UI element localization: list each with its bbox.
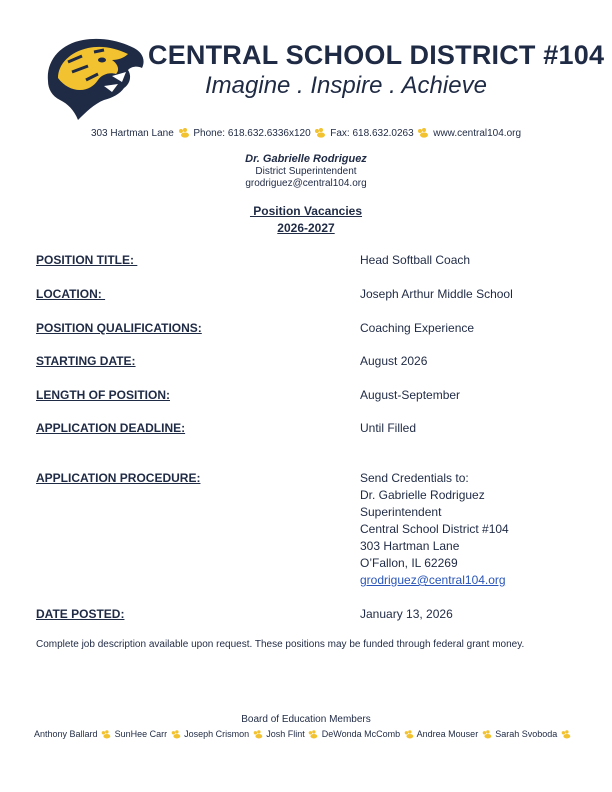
length-value: August-September	[360, 388, 461, 402]
paw-print-icon	[100, 730, 112, 739]
paw-print-icon	[177, 128, 191, 138]
procedure-line: O’Fallon, IL 62269	[360, 556, 458, 570]
board-member: Sarah Svoboda	[495, 729, 558, 739]
district-tagline: Imagine . Inspire . Achieve	[205, 72, 487, 99]
paw-print-icon	[403, 730, 415, 739]
fax: Fax: 618.632.0263	[330, 128, 414, 139]
website[interactable]: www.central104.org	[433, 128, 522, 139]
board-members	[34, 729, 572, 739]
footnote: Complete job description available upon request. These positions may be funded through federal grant money.	[36, 639, 525, 650]
board-member: SunHee Carr	[114, 729, 168, 739]
paw-print-icon	[560, 730, 572, 739]
district-name: CENTRAL SCHOOL DISTRICT #104	[148, 40, 605, 70]
position-title-label: POSITION TITLE:	[36, 253, 138, 267]
paw-print-icon	[481, 730, 493, 739]
qualifications-label: POSITION QUALIFICATIONS:	[36, 321, 202, 335]
paw-print-icon	[252, 730, 264, 739]
procedure-line: Dr. Gabrielle Rodriguez	[360, 488, 485, 502]
procedure-line: Superintendent	[360, 505, 442, 519]
vacancies-year: 2026-2027	[277, 221, 335, 235]
deadline-label: APPLICATION DEADLINE:	[36, 421, 186, 435]
qualifications-value: Coaching Experience	[360, 321, 475, 335]
date-posted-label: DATE POSTED:	[36, 607, 125, 621]
phone: Phone: 618.632.6336x120	[193, 128, 311, 139]
paw-print-icon	[170, 730, 182, 739]
paw-print-icon	[307, 730, 319, 739]
superintendent-title: District Superintendent	[255, 166, 357, 177]
board-member: Josh Flint	[266, 729, 305, 739]
board-member: DeWonda McComb	[321, 729, 401, 739]
procedure-line: Central School District #104	[360, 522, 509, 536]
starting-date-label: STARTING DATE:	[36, 354, 136, 368]
procedure-line: 303 Hartman Lane	[360, 539, 460, 553]
procedure-label: APPLICATION PROCEDURE:	[36, 471, 201, 485]
board-member: Andrea Mouser	[416, 729, 479, 739]
deadline-value: Until Filled	[360, 421, 417, 435]
contact-line	[0, 128, 612, 139]
starting-date-value: August 2026	[360, 354, 428, 368]
superintendent-name: Dr. Gabrielle Rodriguez	[245, 153, 367, 165]
procedure-email-link[interactable]: grodriguez@central104.org	[360, 573, 506, 587]
paw-print-icon	[416, 128, 430, 138]
address: 303 Hartman Lane	[90, 128, 174, 139]
location-label: LOCATION:	[36, 287, 106, 301]
length-label: LENGTH OF POSITION:	[36, 388, 170, 402]
board-member: Joseph Crismon	[184, 729, 250, 739]
tiger-logo-icon	[38, 26, 148, 126]
location-value: Joseph Arthur Middle School	[360, 287, 513, 301]
superintendent-email[interactable]: grodriguez@central104.org	[245, 178, 367, 189]
board-title: Board of Education Members	[241, 714, 371, 725]
paw-print-icon	[313, 128, 327, 138]
vacancies-heading: Position Vacancies	[249, 204, 363, 218]
date-posted-value: January 13, 2026	[360, 607, 453, 621]
procedure-line: Send Credentials to:	[360, 471, 469, 485]
position-title-value: Head Softball Coach	[360, 253, 471, 267]
board-member: Anthony Ballard	[34, 729, 98, 739]
